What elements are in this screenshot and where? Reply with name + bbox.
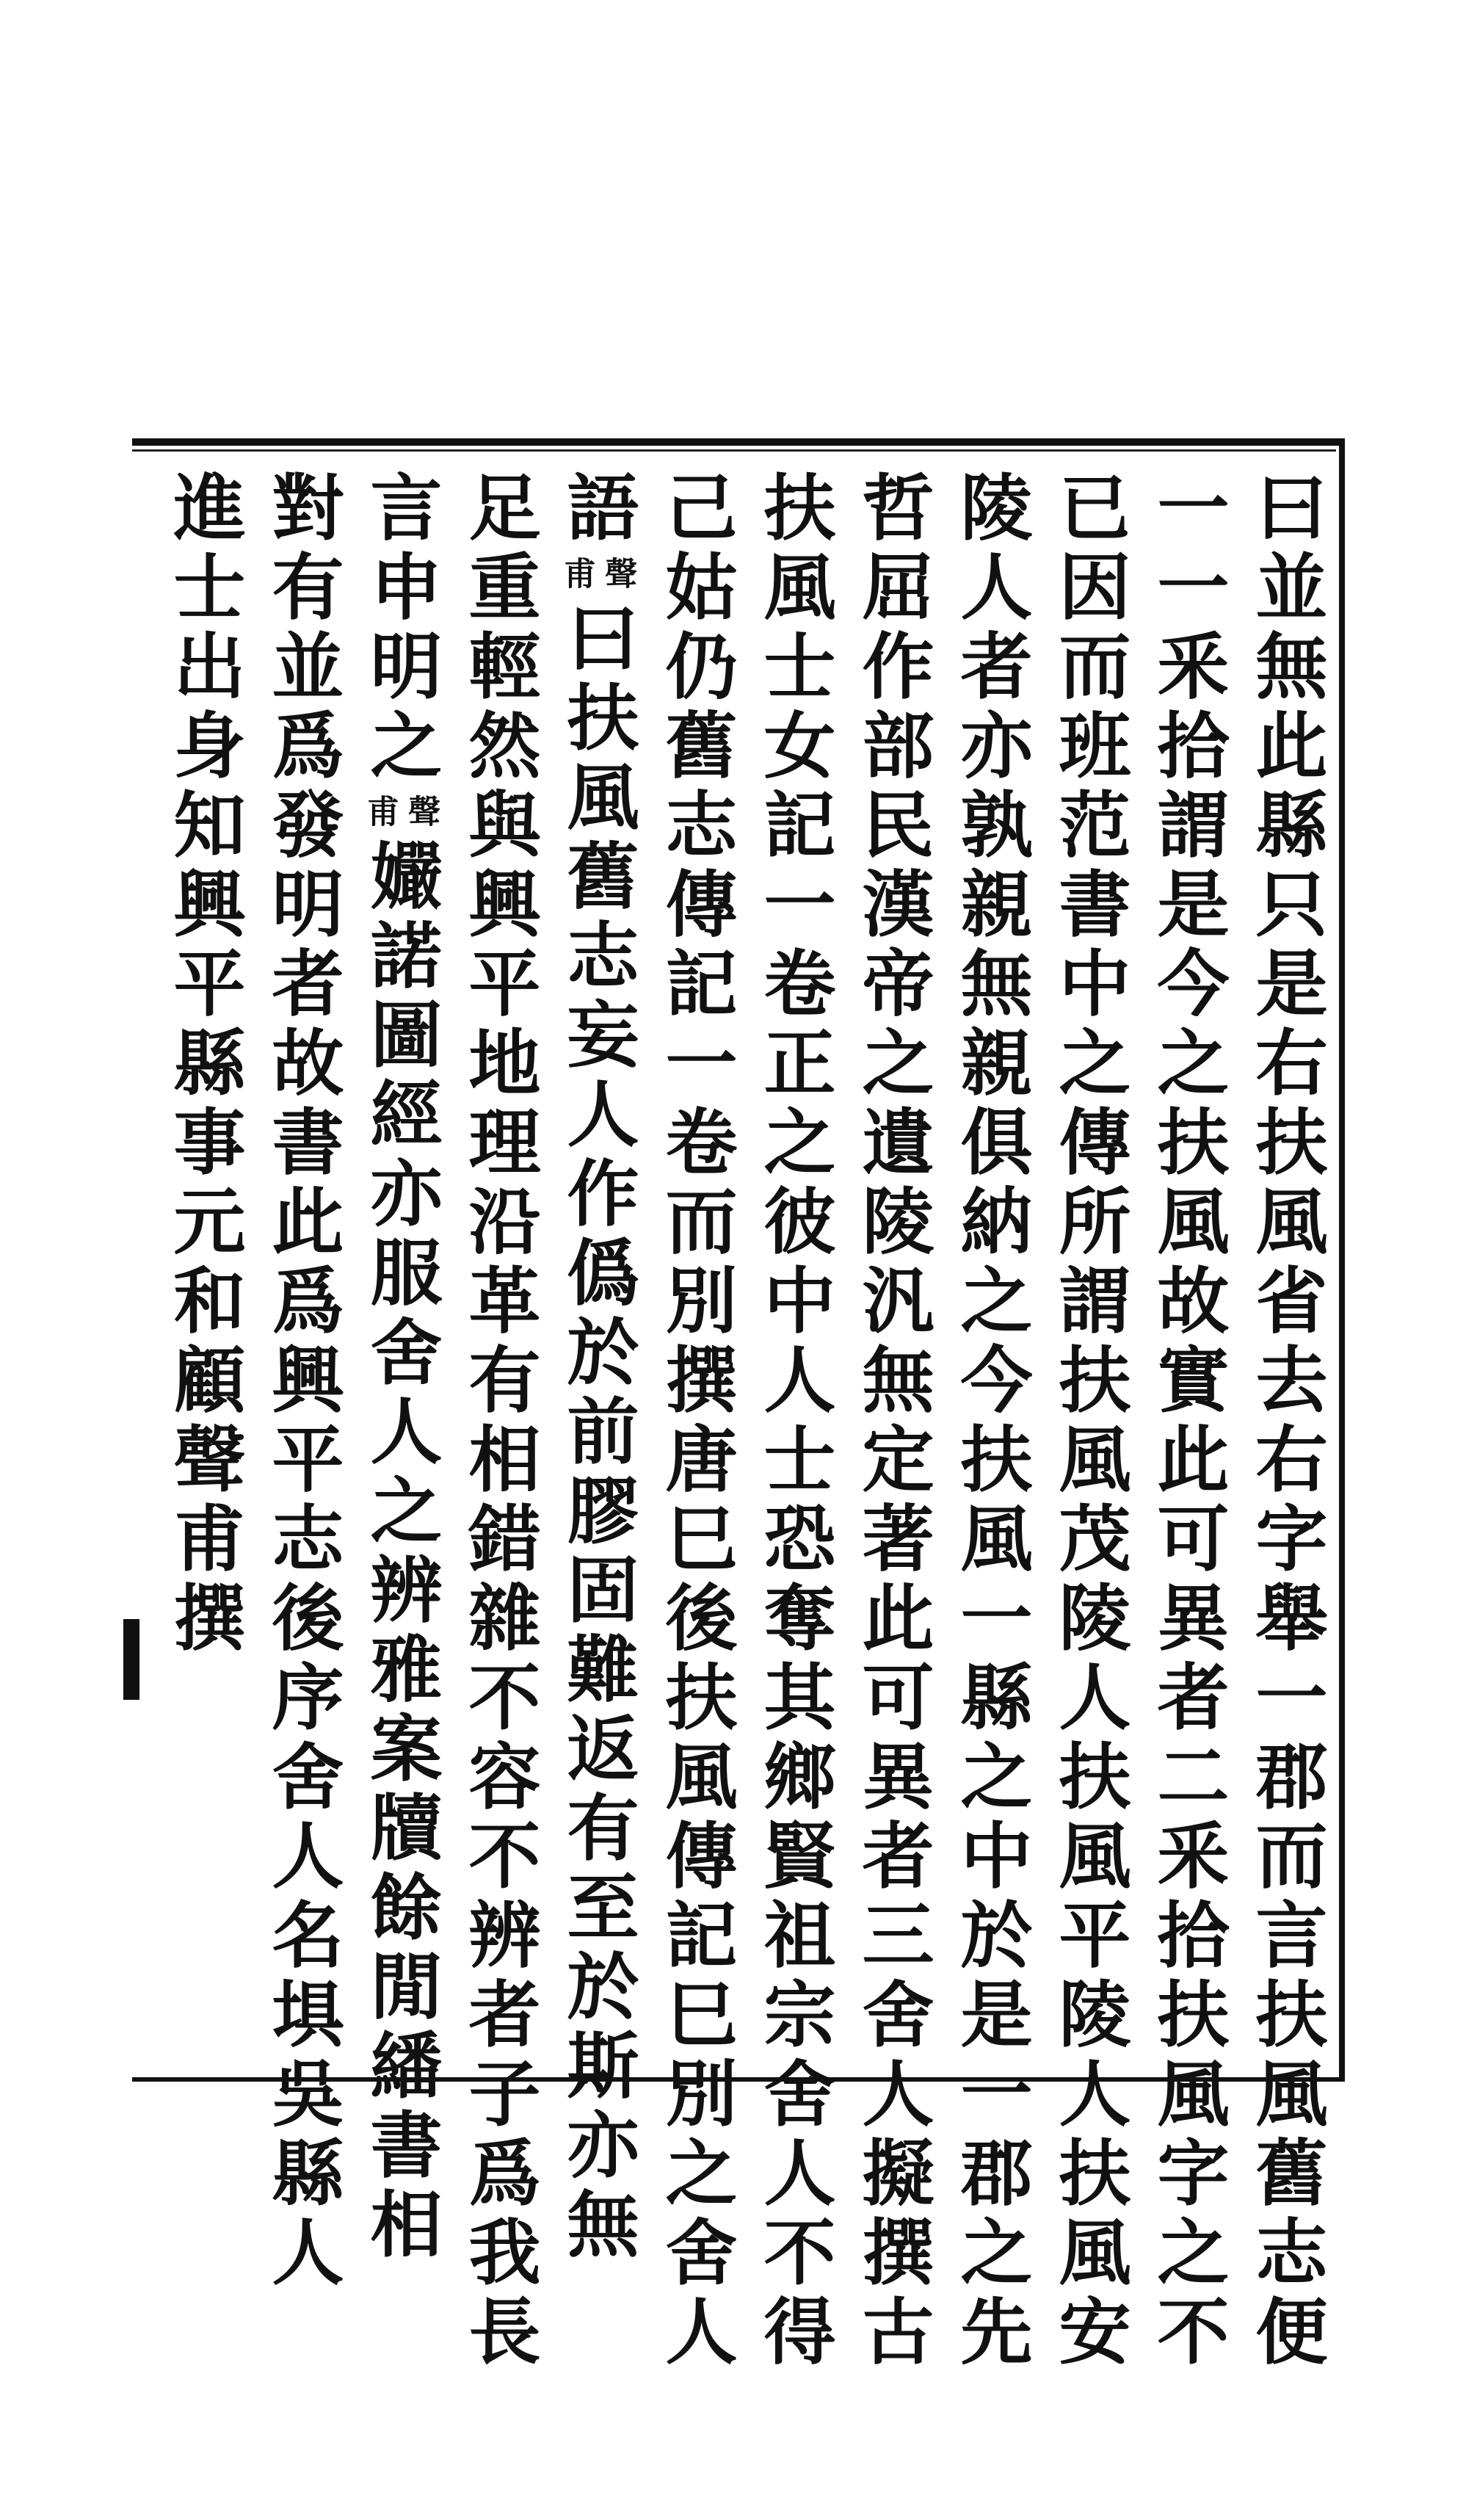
column-text: 曰並無此縣只是右扶風省去右字舉一郡而言扶風舊志便 <box>1244 470 1328 2373</box>
column-text: 曰扶風舊志妄人作僞於前膠固難返有至於斯亦無 <box>555 601 639 2266</box>
text-column-4 <box>946 470 1035 2373</box>
column-text: 孍諾圖經亦服舍人之辨雅案牘餘閒繙書相 <box>358 839 443 2266</box>
interlinear-note <box>558 557 636 593</box>
note-char: 甫 <box>361 794 399 831</box>
column-text: 已因而班范書中之傳所謂扶風茂陵人扶風平陵人扶風安 <box>1047 470 1131 2373</box>
text-column-5 <box>847 470 937 2373</box>
column-text: 語 <box>555 470 639 549</box>
text-column-11 <box>257 470 346 2294</box>
text-column-2 <box>1142 470 1232 2373</box>
note-char: 聲 <box>402 794 440 831</box>
text-column-1 <box>1241 470 1330 2373</box>
column-text: 扶風士女記一卷正之彼中人士恐奪其鄉賢祖宗舍人不得 <box>752 470 836 2373</box>
text-column-10 <box>355 470 445 2266</box>
top-rule-line <box>132 449 1336 452</box>
text-column-7 <box>650 470 740 2373</box>
text-column-9 <box>454 470 543 2373</box>
text-column-3 <box>1044 470 1133 2373</box>
column-text: 言申明之 <box>358 470 443 787</box>
column-text: 進士出身知興平縣事元和顧聲甫撰 <box>162 470 246 1659</box>
interlinear-note <box>361 794 439 831</box>
column-text: 己姑仍舊志傳記一卷而別撰唐巳後扶風傳記巳別之舍人 <box>653 470 738 2373</box>
column-text: 哲屈作部民漢帝之遺陵汎無定著此可異者三舍人擬撰古 <box>850 470 935 2373</box>
text-column-12 <box>159 470 248 2056</box>
note-char: 聲 <box>599 557 636 593</box>
note-char: 甫 <box>558 557 595 593</box>
text-column-8 <box>552 470 642 2266</box>
fold-mark <box>123 1619 139 1700</box>
column-text: 陵人者亦孰親無親俱納之今扶風一縣之中於是一郡之先 <box>948 470 1033 2373</box>
column-text: 足重輕然與興平地理沿革有相錯雜不容不辨者子爲我長 <box>457 470 541 2373</box>
text-column-6 <box>749 470 838 2373</box>
column-text: 對有並爲發明者故書此爲興平志後序舍人名埧吳縣人 <box>260 470 344 2294</box>
column-text: 一一釆拾謂是今之扶風故實此可異者二釆拾扶風字之不 <box>1145 470 1230 2373</box>
